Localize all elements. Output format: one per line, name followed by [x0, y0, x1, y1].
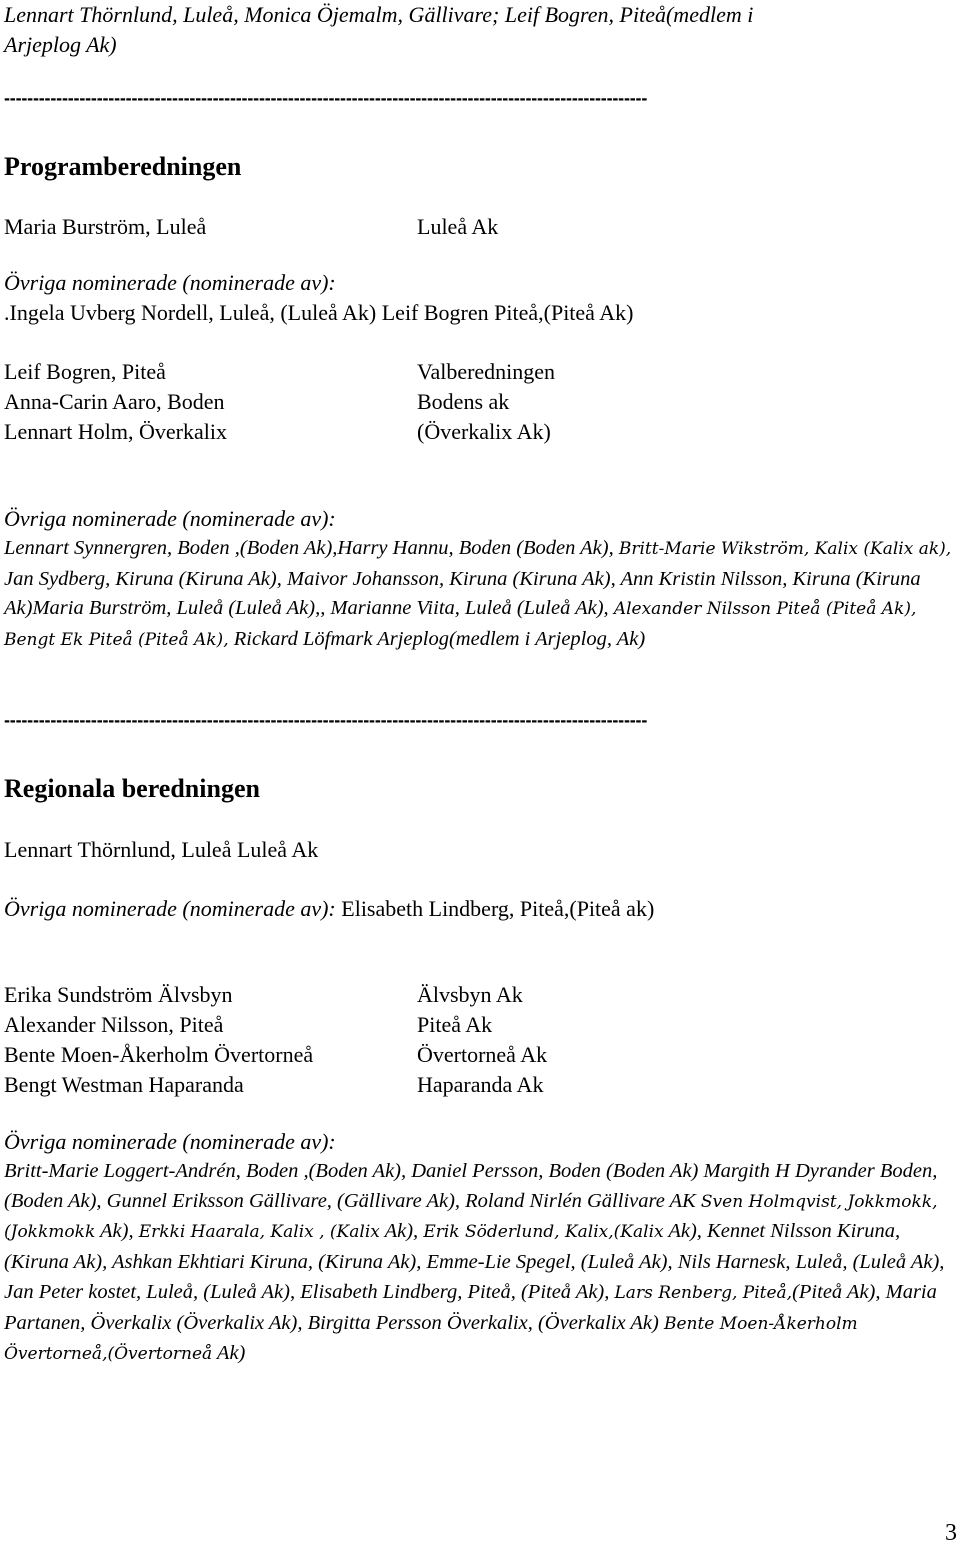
member-club: Piteå Ak [417, 1012, 493, 1037]
others-text: Sven Holmqvist, Jokkmokk, (Jokkmokk [4, 1191, 938, 1243]
others-text: Alexander Nilsson Piteå (Piteå Ak), Bengt Ek Piteå (Piteå Ak), [4, 599, 917, 651]
others-text: Lennart Synnergren, Boden ,(Boden Ak),Harry Hannu, Boden (Boden Ak), [4, 537, 614, 559]
others-label: Övriga nominerade (nominerade av): [4, 1129, 336, 1154]
others-text: Rickard Löfmark Arjeplog(medlem i Arjeplog, Ak) [228, 628, 646, 651]
others-text: Bente Moen-Åkerholm Övertorneå,(Övertorneå [4, 1313, 858, 1365]
others-label: Övriga nominerade (nominerade av): [4, 270, 336, 295]
member-club: Luleå Ak [417, 214, 499, 239]
others-text: Ak), Kennet Nilsson Kiruna,(Kiruna Ak), Ashkan Ekhtiari Kiruna, (Kiruna Ak), Emme-Lie Spegel, (Luleå Ak), Nils Harnesk, Luleå, (Luleå Ak), Jan Peter kostet, Luleå, (Luleå Ak), Elisabeth Lindberg, Piteå, (Piteå Ak), [4, 1220, 945, 1303]
top-line-1: Lennart Thörnlund, Luleå, Monica Öjemalm, Gällivare; Leif Bogren, Piteå(medlem i [4, 2, 754, 27]
member-name: Maria Burström, Luleå [4, 214, 207, 239]
member-club: Bodens ak [417, 389, 510, 414]
separator: --------------------------------------------------------------------------------------------------------------- [4, 88, 648, 108]
others-text: Ak) [212, 1342, 246, 1365]
member-name: Leif Bogren, Piteå [4, 359, 166, 384]
top-line-2: Arjeplog Ak) [4, 32, 117, 57]
member-club: Haparanda Ak [417, 1072, 544, 1097]
others-text: Erik Söderlund, Kalix,(Kalix [423, 1222, 664, 1243]
others-text: Britt-Marie Loggert-Andrén, Boden ,(Boden Ak), Daniel Persson, Boden (Boden Ak) Margith H Dyrander Boden, (Boden Ak), Gunnel Eriksson Gällivare, (Gällivare Ak), Roland Nirlén Gällivare AK [4, 1160, 938, 1212]
member-name: Lennart Thörnlund, Luleå Luleå Ak [4, 837, 319, 862]
others-text: Elisabeth Lindberg, Piteå,(Piteå ak) [335, 896, 655, 921]
others-paragraph [4, 534, 956, 656]
member-club: (Överkalix Ak) [417, 419, 551, 444]
others-label: Övriga nominerade (nominerade av): [4, 506, 336, 531]
others-line [4, 894, 654, 924]
others-text: (Piteå Ak), Maria Partanen, Överkalix (Överkalix Ak), Birgitta Persson Överkalix, (Överkalix Ak) [4, 1280, 937, 1334]
others-text: Jan Sydberg, Kiruna (Kiruna Ak), Maivor Johansson, Kiruna (Kiruna Ak), Ann Kristin Nilsson, Kiruna (Kiruna Ak)Maria Burström, Luleå (Luleå Ak),, Marianne Viita, Luleå (Luleå Ak), [4, 567, 921, 620]
page-number: 3 [945, 1520, 957, 1546]
others-text: .Ingela Uvberg Nordell, Luleå, (Luleå Ak) Leif Bogren Piteå,(Piteå Ak) [4, 300, 634, 325]
member-name: Lennart Holm, Överkalix [4, 419, 227, 444]
member-name: Alexander Nilsson, Piteå [4, 1012, 224, 1037]
others-paragraph [4, 1157, 956, 1370]
others-label: Övriga nominerade (nominerade av): [4, 896, 336, 921]
member-club: Valberedningen [417, 359, 556, 384]
section-heading-programberedningen: Programberedningen [4, 152, 242, 181]
others-text: Britt-Marie Wikström, Kalix (Kalix ak), [618, 539, 952, 559]
others-text: Lars Renberg, Piteå, [614, 1282, 793, 1303]
others-text: Ak), [95, 1220, 139, 1243]
member-club: Övertorneå Ak [417, 1042, 548, 1067]
member-name: Bente Moen-Åkerholm Övertorneå [4, 1042, 314, 1067]
others-text: Ak), [379, 1220, 424, 1243]
member-name: Erika Sundström Älvsbyn [4, 982, 233, 1007]
separator: --------------------------------------------------------------------------------------------------------------- [4, 710, 648, 730]
others-text: Erkki Haarala, Kalix , (Kalix [138, 1222, 380, 1243]
member-club: Älvsbyn Ak [417, 982, 523, 1007]
section-heading-regionala: Regionala beredningen [4, 774, 260, 803]
member-name: Anna-Carin Aaro, Boden [4, 389, 225, 414]
member-name: Bengt Westman Haparanda [4, 1072, 244, 1097]
